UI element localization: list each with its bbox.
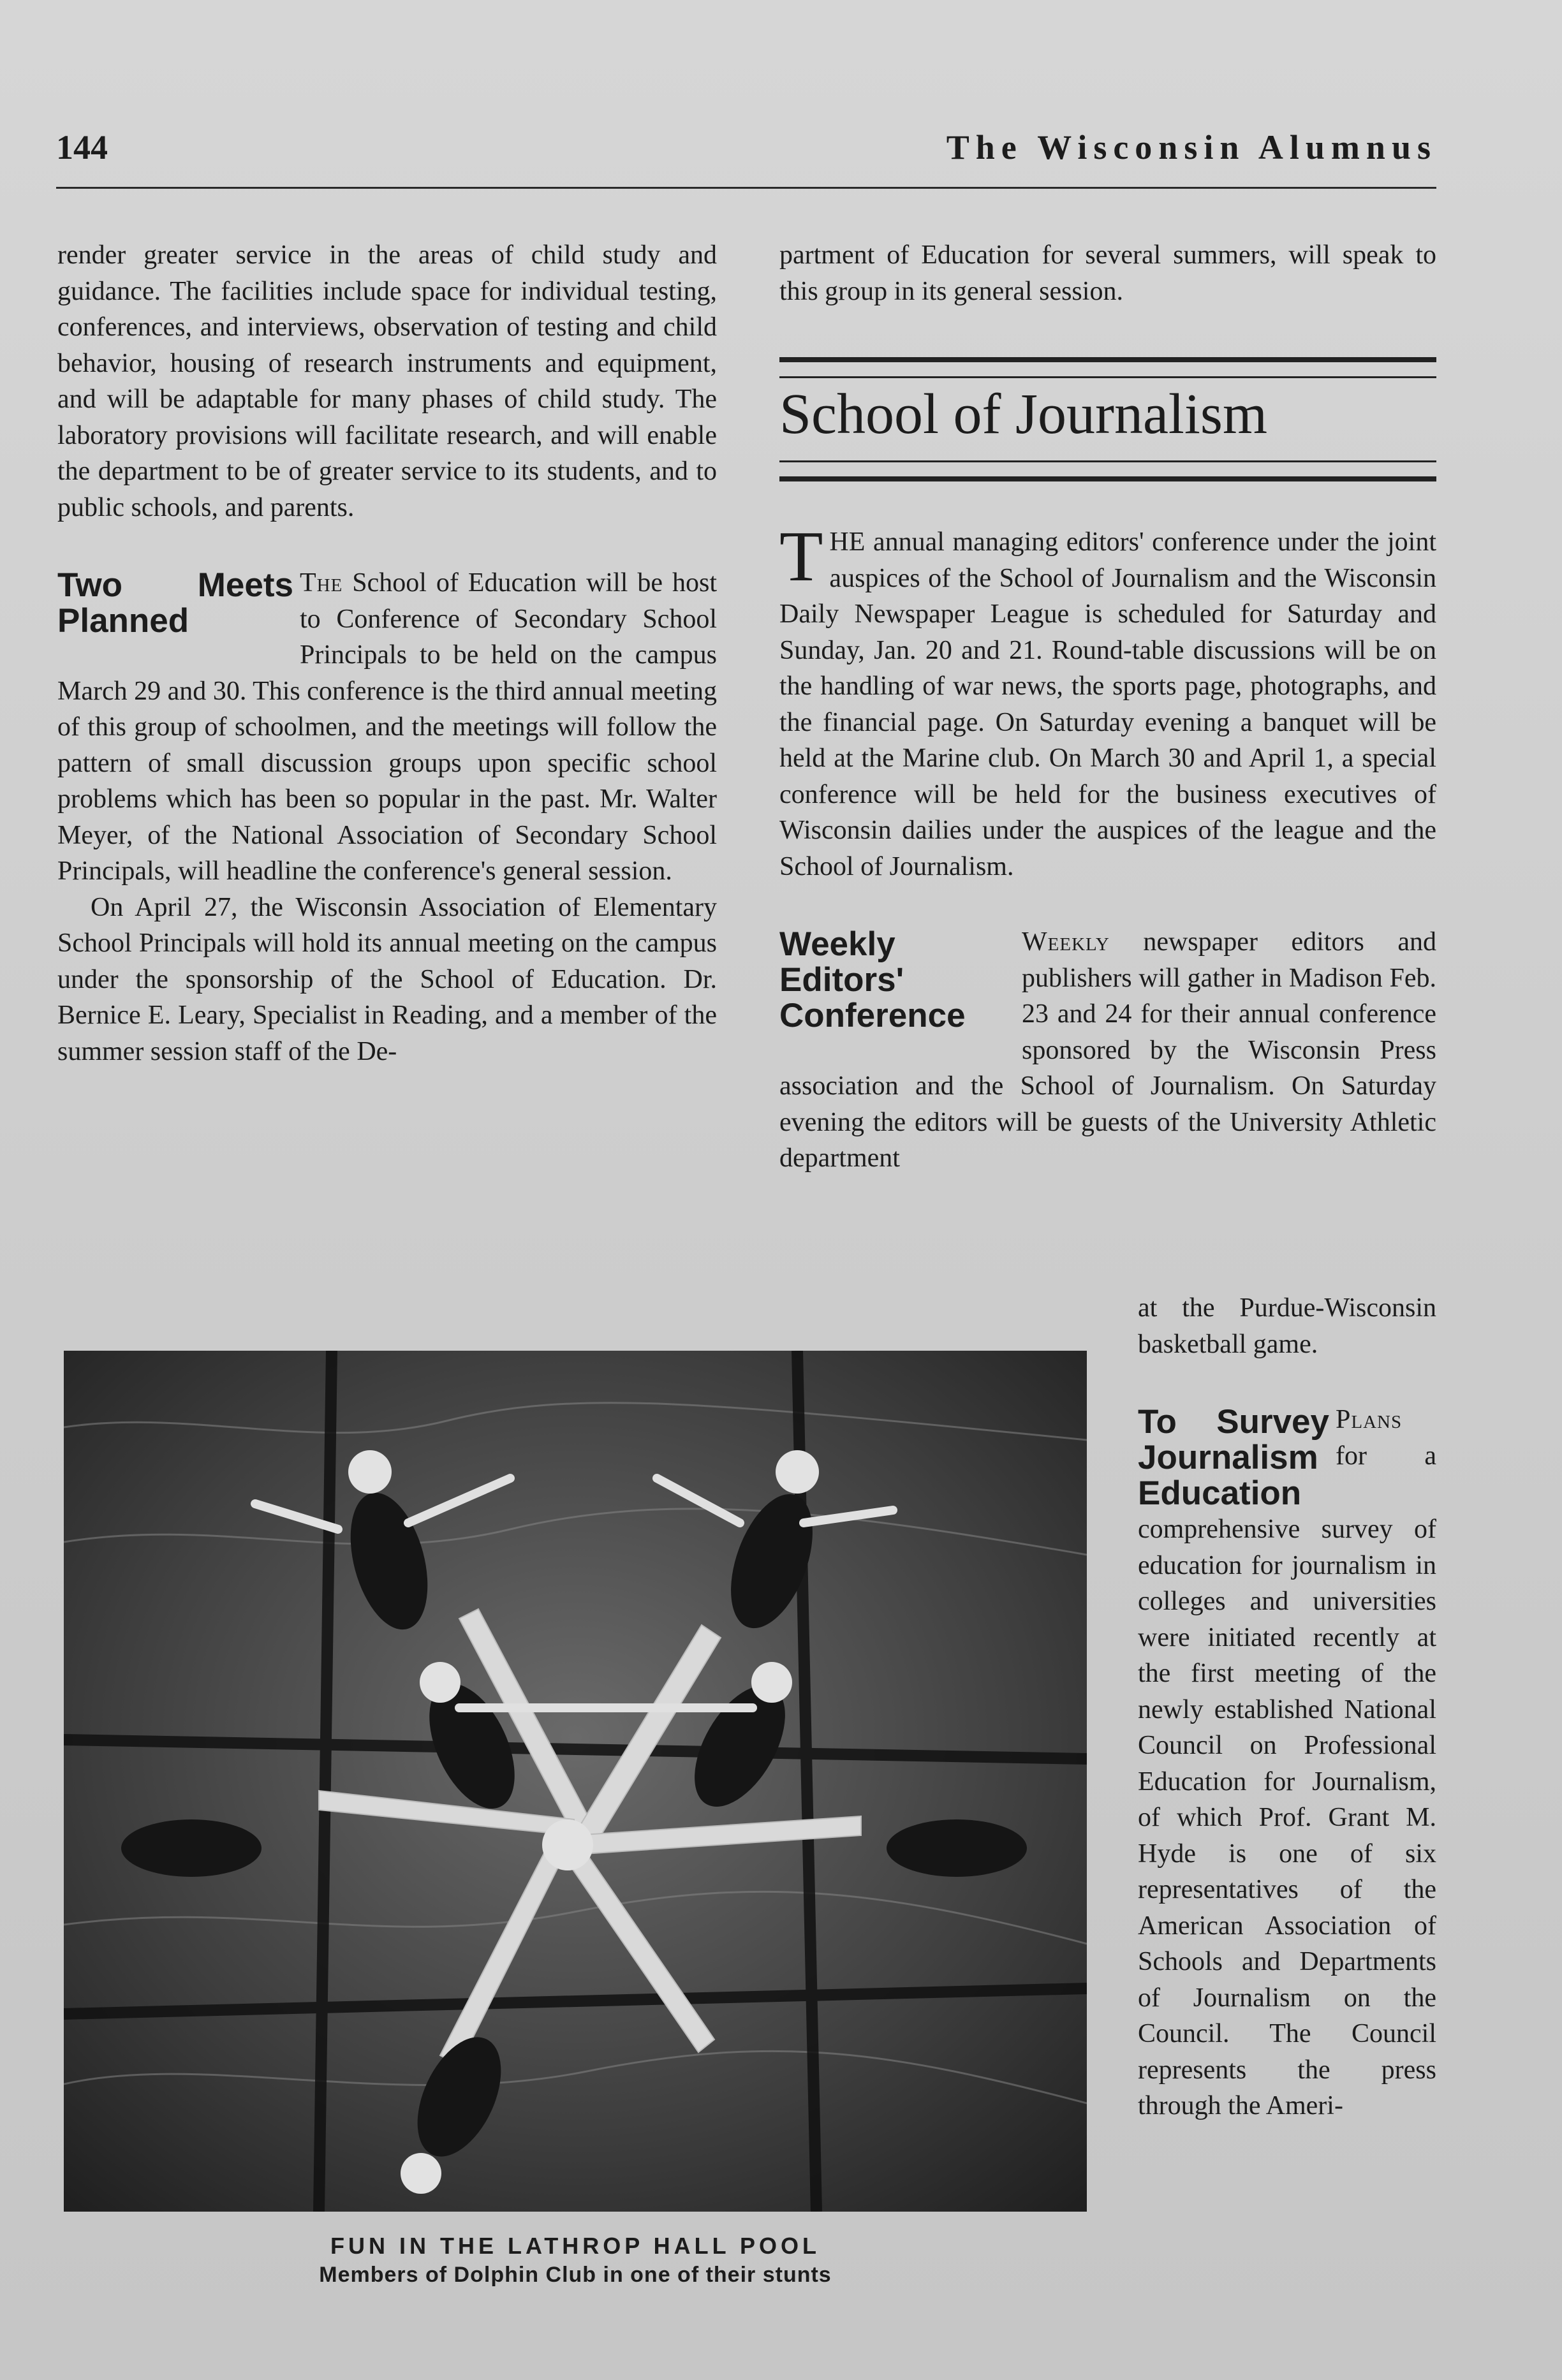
section-rule-top [779, 357, 1436, 378]
weekly-editors-continued: at the Purdue-Wisconsin basketball game. [1138, 1293, 1436, 1359]
weekly-editors-heading: Weekly Editors' Conference [779, 925, 966, 1034]
page-number: 144 [56, 128, 108, 166]
two-meets-heading: Two Meets Planned [57, 566, 293, 640]
pool-photo-illustration [64, 1351, 1087, 2212]
photo-caption-subtitle: Members of Dolphin Club in one of their stunts [319, 2263, 832, 2287]
survey-text: for a comprehensive survey of education for journalism in colleges and universities were initiated recently at the first meeting of the newly established National Council on Professional Education for Journalism, of which Prof. Grant M. Hyde is one of six representatives of the American Association of Schools and Departments of Journalism on the Council. The Council represents the press through the Ameri- [1138, 1441, 1436, 2120]
water-background [64, 1351, 1087, 2212]
drop-cap: T [779, 517, 823, 596]
header-rule [56, 187, 1436, 189]
weekly-editors-text: newspaper editors and publishers will gather in Madison Feb. 23 and 24 for their annual conference sponsored by the Wisconsin Press association and the School of Journalism. On Saturday evening the editors will be guests of the University Athletic department [779, 927, 1436, 1173]
right-column-continuation [779, 237, 1436, 309]
section-title: School of Journalism [779, 383, 1267, 446]
pool-photo [64, 1351, 1087, 2212]
survey-lead-word: Plans [1336, 1405, 1403, 1434]
two-meets-paragraph-1-text: School of Education will be host to Conference of Secondary School Principals to be held on the campus March 29 and 30. This conference is the third annual meeting of this group of schoolmen, and the meetings will follow the pattern of small discussion groups upon specific school problems which has been so popular in the past. Mr. Walter Meyer, of the National Association of Secondary School Principals, will headline the conference's general session. [57, 568, 717, 886]
two-meets-paragraph-2: On April 27, the Wisconsin Association of Elementary School Principals will hold its annual meeting on the campus under the sponsorship of the School of Education. Dr. Bernice E. Leary, Specialist in Reading, and a member of the summer session staff of the De- [57, 892, 717, 1066]
journalism-intro-text: HE annual managing editors' conference under the joint auspices of the School of Journalism and the Wisconsin Daily Newspaper League is scheduled for Saturday and Sunday, Jan. 20 and 21. Round-table discussions will be on the handling of war news, the sports page, photographs, and the financial page. On Saturday evening a banquet will be held at the Marine club. On March 30 and April 1, a special conference will be held for the business executives of Wisconsin dailies under the auspices of the league and the School of Journalism. [779, 527, 1436, 881]
narrow-column [1138, 1290, 1436, 2124]
journalism-column [779, 517, 1436, 1177]
photo-caption-title: FUN IN THE LATHROP HALL POOL [330, 2233, 820, 2259]
photo-caption [64, 2232, 1087, 2289]
weekly-editors-lead-word: Weekly [1022, 927, 1110, 957]
intro-paragraph: render greater service in the areas of child study and guidance. The facilities include space for individual testing, conferences, and interviews, observation of testing and child behavior, housing of research instruments and equipment, and will be adaptable for many phases of child study. The laboratory provisions will facilitate research, and will enable the department to be of greater service to its students, and to public schools, and parents. [57, 240, 717, 522]
section-rule-bottom [779, 460, 1436, 481]
journalism-intro [779, 517, 1436, 885]
two-meets-lead-word: The [300, 568, 343, 598]
continuation-text: partment of Education for several summers, will speak to this group in its general session. [779, 240, 1436, 306]
left-column [57, 237, 717, 1069]
magazine-title: The Wisconsin Alumnus [946, 128, 1437, 166]
survey-heading: To Survey Journalism Education [1138, 1403, 1329, 1512]
